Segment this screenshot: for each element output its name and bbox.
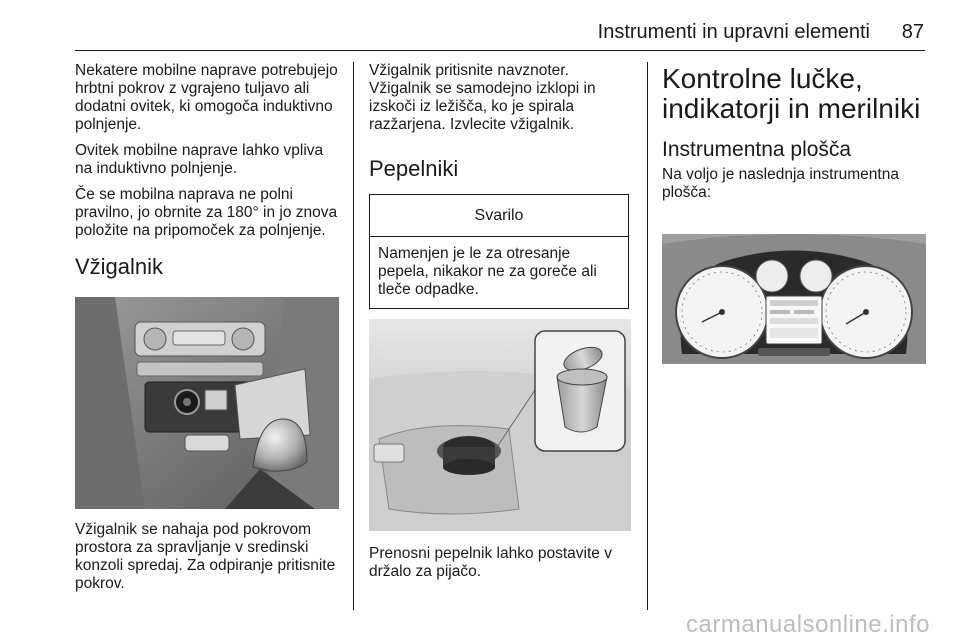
section-heading-instrument-panel: Instrumentna plošča [662,138,852,161]
paragraph: Na voljo je naslednja instrumentna plošča: [662,166,899,201]
column-2 [369,62,633,589]
warning-box [369,194,629,309]
paragraph: Nekatere mobilne naprave potrebujejo hrbtni pokrov z vgrajeno tuljavo ali dodatni ovitek, ki omogoča induktivno polnjenje. [75,62,338,133]
column-1 [75,62,341,601]
paragraph: Vžigalnik pritisnite navznoter. Vžigalnik se samodejno izklopi in izskoči iz ležišča, ko je spirala razžarjena. Izvlecite vžigalnik. [369,62,596,133]
paragraph: Ovitek mobilne naprave lahko vpliva na induktivno polnjenje. [75,142,324,177]
column-3 [662,62,926,364]
lighter-console-figure [75,297,339,509]
chapter-heading: Kontrolne lučke, indikatorji in merilniki [662,63,921,124]
portable-ashtray-figure [369,319,631,531]
warning-text: Namenjen je le za otresanje pepela, nikakor ne za goreče ali tleče odpadke. [378,245,597,298]
header-rule [75,50,925,51]
paragraph: Če se mobilna naprava ne polni pravilno, jo obrnite za 180° in jo znova položite na pripomoček za polnjenje. [75,186,338,239]
running-header-title: Instrumenti in upravni elementi [597,21,870,43]
figure-caption: Vžigalnik se nahaja pod pokrovom prostora za spravljanje v sredinski konzoli spredaj. Za odpiranje pritisnite pokrov. [75,521,336,592]
warning-title: Svarilo [370,195,628,237]
section-heading-ashtrays: Pepelniki [369,156,459,181]
column-divider-2 [647,62,648,610]
section-heading-lighter: Vžigalnik [75,254,164,279]
watermark: carmanualsonline.info [686,611,930,638]
column-divider-1 [353,62,354,610]
figure-caption: Prenosni pepelnik lahko postavite v držalo za pijačo. [369,545,612,580]
page-number: 87 [901,21,924,43]
instrument-cluster-figure [662,234,926,364]
